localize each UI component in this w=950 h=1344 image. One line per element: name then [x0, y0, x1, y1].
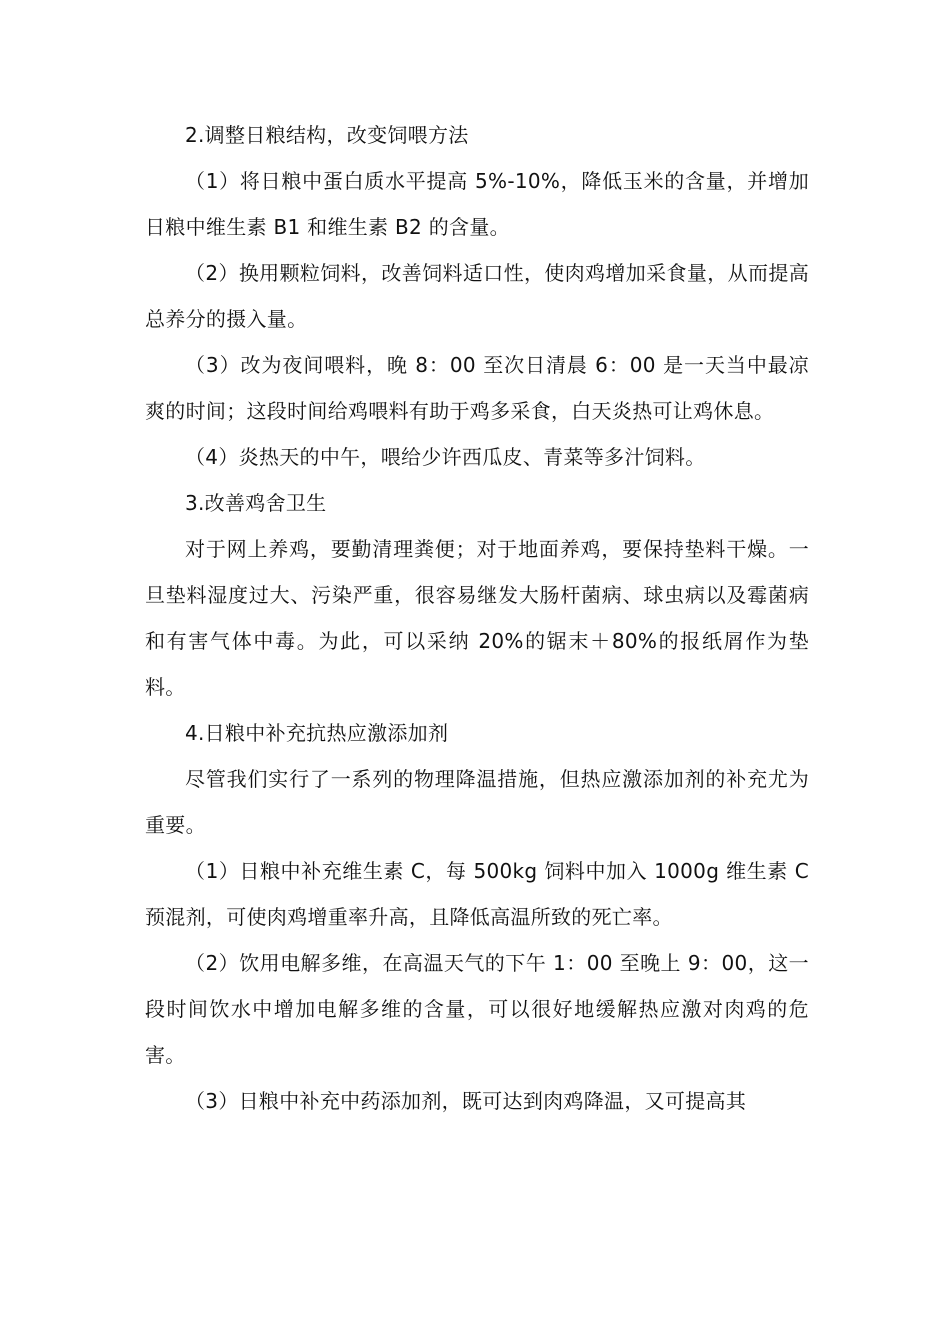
paragraph-item-4: （4）炎热天的中午，喂给少许西瓜皮、青菜等多汁饲料。 — [185, 445, 706, 469]
paragraph-additives-intro: 尽管我们实行了一系列的物理降温措施，但热应激添加剂的补充尤为重要。 — [145, 767, 809, 837]
paragraph-item-1: （1）将日粮中蛋白质水平提高 5%-10%，降低玉米的含量，并增加日粮中维生素 B1 和维生素 B2 的含量。 — [145, 169, 809, 239]
paragraph-additive-1: （1）日粮中补充维生素 C，每 500kg 饲料中加入 1000g 维生素 C 预混剂，可使肉鸡增重率升高，且降低高温所致的死亡率。 — [145, 859, 809, 929]
paragraph-item-3: （3）改为夜间喂料，晚 8：00 至次日清晨 6：00 是一天当中最凉爽的时间；这段时间给鸡喂料有助于鸡多采食，白天炎热可让鸡休息。 — [145, 353, 809, 423]
document-body — [145, 112, 809, 1124]
paragraph-item-2: （2）换用颗粒饲料，改善饲料适口性，使肉鸡增加采食量，从而提高总养分的摄入量。 — [145, 261, 809, 331]
section-heading-3: 3.改善鸡舍卫生 — [185, 491, 327, 515]
paragraph-additive-3: （3）日粮中补充中药添加剂，既可达到肉鸡降温，又可提高其 — [185, 1089, 747, 1113]
section-heading-2: 2.调整日粮结构，改变饲喂方法 — [185, 123, 469, 147]
paragraph-additive-2: （2）饮用电解多维，在高温天气的下午 1：00 至晚上 9：00，这一段时间饮水中增加电解多维的含量，可以很好地缓解热应激对肉鸡的危害。 — [145, 951, 809, 1067]
paragraph-hygiene: 对于网上养鸡，要勤清理粪便；对于地面养鸡，要保持垫料干燥。一旦垫料湿度过大、污染严重，很容易继发大肠杆菌病、球虫病以及霉菌病和有害气体中毒。为此，可以采纳 20%的锯末＋80%的报纸屑作为垫料。 — [145, 537, 809, 699]
section-heading-4: 4.日粮中补充抗热应激添加剂 — [185, 721, 449, 745]
